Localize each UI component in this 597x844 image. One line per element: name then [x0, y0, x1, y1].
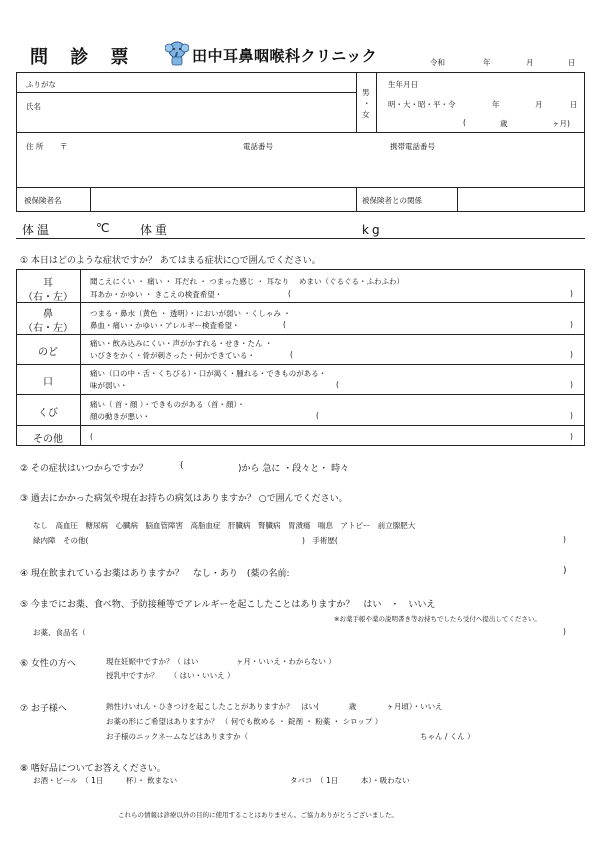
q8-question: ⑧ 嗜好品についてお答えください。 [20, 764, 166, 774]
symptom-ear-paren-close: ) [570, 289, 573, 298]
sex-female[interactable]: 女 [362, 110, 370, 119]
symptom-ear-paren-open: ( [288, 289, 291, 298]
symptom-cat-nose: 鼻 [43, 309, 53, 320]
q4-question[interactable]: ④ 現在飲まれているお薬はありますか？ なし・あり (薬の名前: [20, 569, 290, 579]
sex-separator: ・ [363, 99, 371, 108]
symptom-neck-paren-open: ( [316, 411, 319, 420]
q6-nursing[interactable]: 授乳中ですか？ （ はい・いいえ ） [106, 671, 235, 680]
date-year-label: 年 [483, 58, 491, 67]
q3-disease-options[interactable]: なし 高血圧 糖尿病 心臓病 脳血管障害 高脂血症 肝臓病 腎臓病 胃潰瘍 喘息 アトピー 前立腺肥大 [33, 521, 416, 530]
birth-year-label: 年 [492, 100, 500, 109]
date-day-label: 日 [568, 58, 576, 67]
symptom-mouth-line2[interactable]: 味が弱い・ [90, 381, 128, 390]
q5-food-label: お薬、食品名（ [33, 628, 86, 637]
birth-month-label: 月 [535, 100, 543, 109]
symptom-mouth-line1[interactable]: 痛い（口の中・舌・くちびる）・口が渇く・腫れる・できものがある・ [90, 369, 327, 378]
sex-male[interactable]: 男 [362, 88, 370, 97]
q3-question: ③ 過去にかかった病気や現在お持ちの病気はありますか？ ○で囲んでください。 [20, 494, 348, 504]
furigana-label: ふりがな [26, 80, 56, 89]
q8-tobacco[interactable]: タバコ （ 1日 本）・吸わない [290, 776, 410, 785]
q4-close: ) [563, 566, 567, 576]
q3-surgery-close: ) [563, 535, 566, 544]
mobile-label: 携帯電話番号 [390, 142, 435, 151]
birth-era: 明・大・昭・平・令 [388, 100, 456, 109]
q6-label: ⑥ 女性の方へ [20, 659, 76, 669]
birth-day-label: 日 [570, 100, 578, 109]
symptom-nose-paren-close: ) [570, 320, 573, 329]
symptom-throat-line1[interactable]: 痛い・飲み込みにくい・声がかすれる・せき・たん ・ [90, 339, 273, 348]
symptom-cat-other: その他 [33, 434, 63, 445]
symptom-other-paren-close: ) [570, 432, 573, 441]
date-month-label: 月 [526, 58, 534, 67]
q3-other-label[interactable]: 緑内障 その他( [33, 536, 89, 545]
birthdate-label: 生年月日 [388, 80, 418, 89]
q2-onset-options[interactable]: )から 急に ・段々と・ 時々 [238, 464, 350, 474]
q7-nickname[interactable]: お子様のニックネームなどはありますか（ [106, 732, 249, 741]
phone-label: 電話番号 [243, 142, 273, 151]
age-open: ( [463, 118, 466, 127]
q1-question: ① 本日はどのような症状ですか？ あてはまる症状に○で囲んでください。 [20, 256, 321, 266]
age-month-label: ヶ月) [552, 119, 570, 128]
weight-unit: kg [362, 223, 383, 237]
symptom-nose-line2[interactable]: 鼻血・痛い・かゆい・アレルギー検査希望・ [90, 321, 240, 330]
q2-paren-open: ( [180, 461, 184, 471]
symptom-ear-line1[interactable]: 聞こえにくい ・ 痛い ・ 耳だれ ・ つまった感じ ・ 耳なり めまい（ぐるぐる・ふわふわ） [90, 277, 404, 286]
symptom-ear-line2[interactable]: 耳あか・かゆい ・ きこえの検査希望・ [90, 290, 223, 299]
weight-label: 体重 [140, 223, 171, 237]
clinic-name: 田中耳鼻咽喉科クリニック [192, 47, 378, 65]
postal-mark: 〒 [60, 142, 68, 151]
q7-nickname-suffix: ちゃん / くん ） [420, 732, 475, 741]
patient-info-table [16, 72, 585, 212]
name-label: 氏名 [26, 102, 41, 111]
temp-label: 体温 [22, 223, 53, 237]
q3-surgery-label[interactable]: ) 手術歴( [302, 536, 338, 545]
q5-close: ) [563, 627, 566, 636]
footer-note: これらの情報は診療以外の目的に使用することはありません。ご協力ありがとうございました。 [118, 811, 398, 819]
symptom-throat-paren-close: ) [570, 350, 573, 359]
symptom-cat-ear: 耳 [43, 278, 53, 289]
date-reiwa: 令和 [430, 58, 445, 67]
relation-label: 被保険者との関係 [362, 196, 422, 205]
q5-question[interactable]: ⑤ 今までにお薬、食べ物、予防接種等でアレルギーを起こしたことはありますか？ はい ・ いいえ [20, 600, 436, 610]
q7-febrile-seizure[interactable]: 熱性けいれん・ひきつけを起こしたことがありますか？ はい( 歳 ヶ月頃）・いいえ [106, 702, 443, 711]
temp-unit: ℃ [96, 221, 113, 235]
symptom-cat-ear-side[interactable]: （右・左） [23, 292, 73, 303]
symptom-cat-throat: のど [38, 347, 58, 358]
address-label: 住 所 [26, 142, 44, 151]
q8-alcohol[interactable]: お酒・ビール （ 1日 杯）・ 飲まない [33, 776, 178, 785]
symptom-cat-nose-side[interactable]: （右・左） [23, 323, 73, 334]
symptom-nose-line1[interactable]: つまる・鼻水（黄色 ・ 透明）・においが弱い ・くしゃみ ・ [90, 309, 291, 318]
q5-note: ※お薬手帳や薬の説明書き等お持ちでしたら受付へ提出してください。 [334, 615, 541, 623]
symptom-other-paren-open: ( [90, 432, 93, 441]
symptom-neck-paren-close: ) [570, 411, 573, 420]
symptom-cat-mouth: 口 [43, 377, 53, 388]
symptom-mouth-paren-close: ) [570, 380, 573, 389]
symptom-throat-paren-open: ( [290, 350, 293, 359]
symptom-cat-neck: くび [38, 408, 58, 419]
q6-pregnancy[interactable]: 現在妊娠中ですか？（ はい ヶ月・いいえ・わからない ） [106, 657, 336, 666]
symptom-neck-line2[interactable]: 顔の動きが悪い・ [90, 412, 150, 421]
symptom-neck-line1[interactable]: 痛い（ 首・顔 ）・できものがある（首・顔）・ [90, 400, 245, 409]
page-title: 問 診 票 [30, 47, 137, 68]
symptom-nose-paren-open: ( [283, 320, 286, 329]
insured-label: 被保険者名 [24, 196, 62, 205]
age-label: 歳 [500, 119, 508, 128]
clinic-logo-icon [165, 40, 189, 69]
symptom-throat-line2[interactable]: いびきをかく・骨が刺さった・何かできている・ [90, 351, 255, 360]
symptom-mouth-paren-open: ( [336, 380, 339, 389]
q7-label: ⑦ お子様へ [20, 704, 67, 714]
q2-question: ② その症状はいつからですか？ [20, 464, 148, 474]
q7-medicine-form[interactable]: お薬の形にご希望はありますか？ （ 何でも飲める ・ 錠剤 ・ 粉薬 ・ シロップ ） [106, 717, 383, 726]
